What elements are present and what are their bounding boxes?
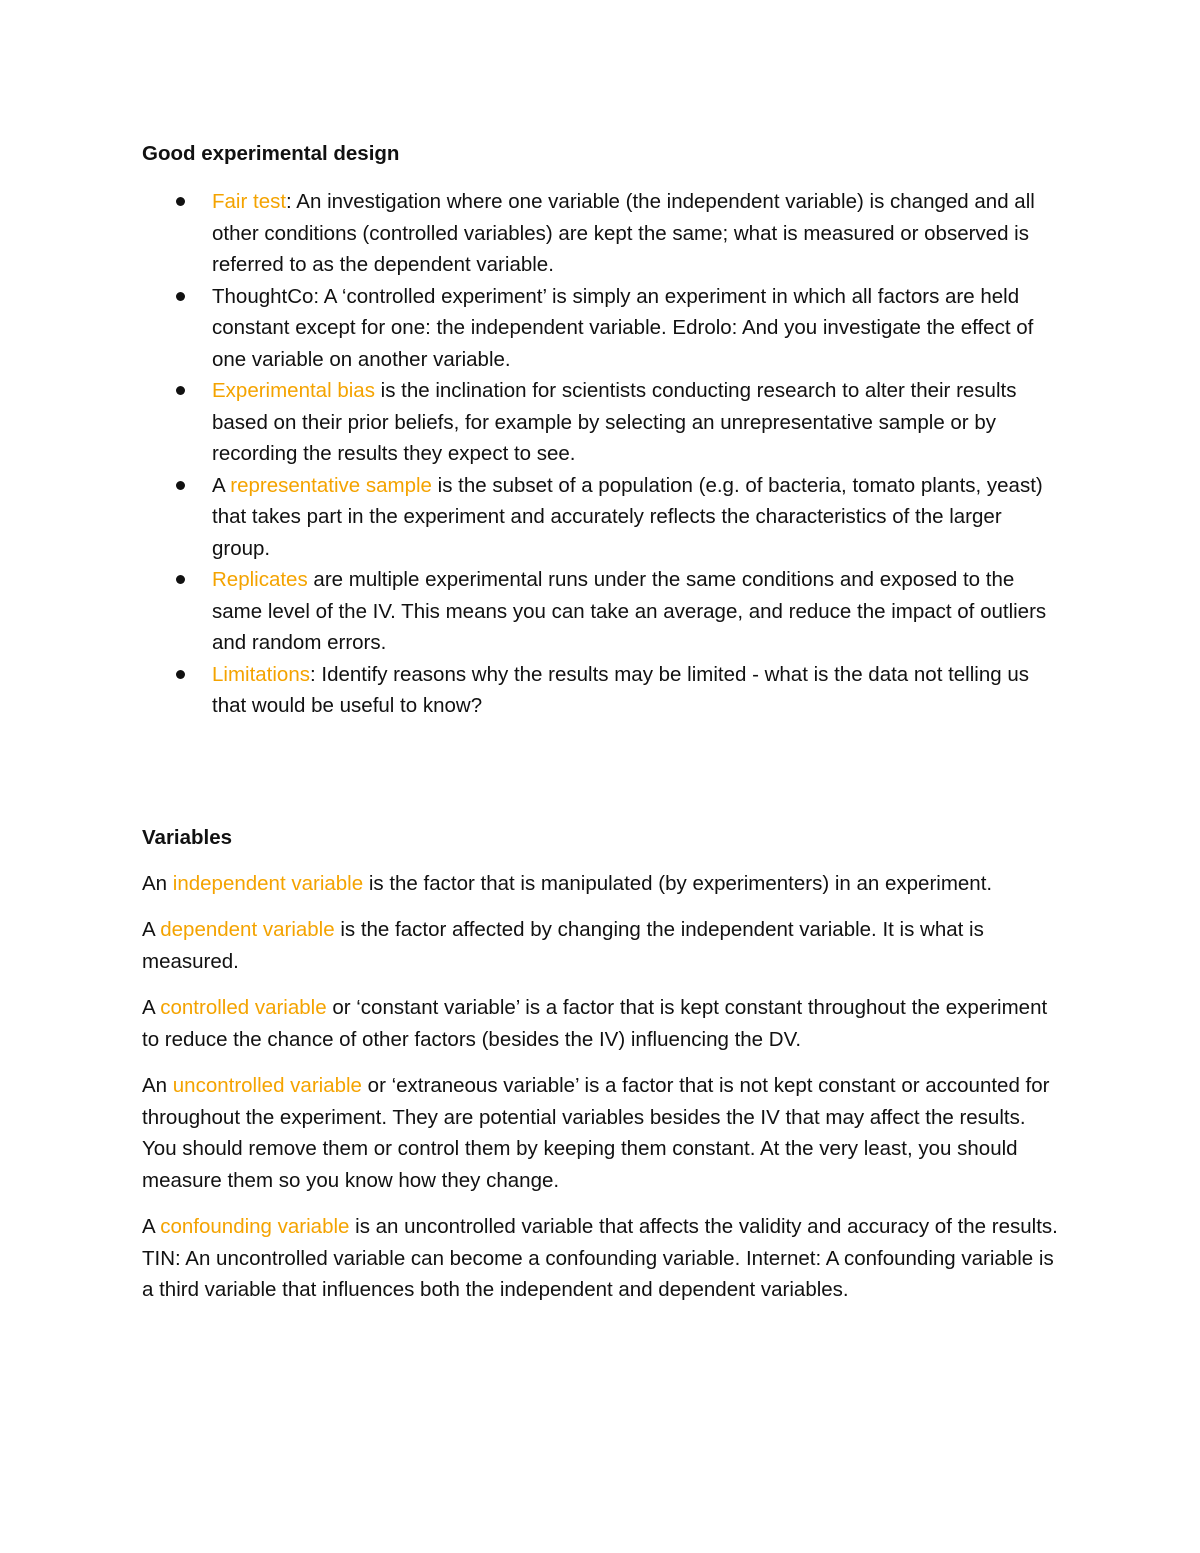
para-text-before: A	[142, 1215, 161, 1238]
bullet-dot-icon	[176, 575, 185, 584]
document-page	[142, 138, 1062, 1321]
section-title-good-experimental-design: Good experimental design	[142, 142, 400, 165]
para-text-before: A	[142, 996, 161, 1019]
section-spacer	[142, 722, 1062, 822]
bullet-dot-icon	[176, 386, 185, 395]
para-text-after: or ‘constant variable’ is a factor that is kept constant throughout the experiment to reduce the chance of other factors (besides the IV) influencing the DV.	[142, 996, 1048, 1051]
term-fair-test: Fair test	[212, 190, 287, 213]
term-uncontrolled-variable: uncontrolled variable	[172, 1074, 362, 1097]
term-confounding-variable: confounding variable	[160, 1215, 350, 1238]
design-bullet-list	[142, 186, 1062, 722]
para-text-before: An	[142, 871, 173, 895]
term-replicates: Replicates	[212, 568, 308, 591]
para-text-after: or ‘extraneous variable’ is a factor that is not kept constant or accounted for throughout the experiment. They are potential variables besides the IV that may affect the results. You should remove them or control them by keeping them constant. At the very least, you should measure them so you know how they change.	[142, 1074, 1050, 1192]
paragraph-confounding-variable	[142, 1211, 1062, 1306]
term-dependent-variable: dependent variable	[160, 918, 335, 941]
para-text-after: is an uncontrolled variable that affects the validity and accuracy of the results. TIN: An uncontrolled variable can become a confounding variable. Internet: A confounding variable is a third variable that influences both the independent and dependent variables.	[142, 1215, 1058, 1301]
bullet-item-experimental-bias	[142, 375, 1062, 470]
bullet-text-after: is the subset of a population (e.g. of bacteria, tomato plants, yeast) that takes part in the experiment and accurately reflects the characteristics of the larger group.	[212, 473, 1043, 560]
paragraph-independent-variable	[142, 868, 1062, 900]
bullet-dot-icon	[176, 481, 185, 490]
bullet-text-before: ThoughtCo: A ‘controlled experiment’ is simply an experiment in which all factors are held constant except for one: the independent variable. Edrolo: And you investigate the effect of one variable on another variable.	[212, 284, 1034, 371]
para-text-before: A	[142, 918, 161, 941]
bullet-dot-icon	[176, 670, 185, 679]
para-text-after: is the factor affected by changing the independent variable. It is what is measured.	[142, 918, 984, 973]
paragraph-controlled-variable	[142, 992, 1062, 1055]
bullet-item-fair-test	[142, 186, 1062, 281]
paragraph-uncontrolled-variable	[142, 1070, 1062, 1196]
bullet-dot-icon	[176, 292, 185, 301]
para-text-after: is the factor that is manipulated (by experimenters) in an experiment.	[363, 871, 993, 895]
para-text-before: An	[142, 1074, 173, 1097]
term-independent-variable: independent variable	[172, 871, 364, 895]
term-representative-sample: representative sample	[230, 473, 432, 497]
term-limitations: Limitations	[212, 662, 310, 686]
bullet-dot-icon	[176, 197, 185, 206]
bullet-item-controlled-experiment	[142, 281, 1062, 376]
section-title-variables: Variables	[142, 825, 233, 849]
bullet-item-limitations	[142, 659, 1062, 722]
paragraph-dependent-variable	[142, 914, 1062, 977]
bullet-text-after: : Identify reasons why the results may be limited - what is the data not telling us that would be useful to know?	[212, 662, 1029, 717]
bullet-item-representative-sample	[142, 470, 1062, 565]
bullet-text-after: : An investigation where one variable (the independent variable) is changed and all other conditions (controlled variables) are kept the same; what is measured or observed is referred to as the dependent variable.	[212, 190, 1035, 276]
term-controlled-variable: controlled variable	[160, 996, 327, 1019]
bullet-text-before: A	[212, 473, 231, 497]
bullet-text-after: are multiple experimental runs under the same conditions and exposed to the same level of the IV. This means you can take an average, and reduce the impact of outliers and random errors.	[212, 568, 1047, 654]
bullet-text-after: is the inclination for scientists conducting research to alter their results based on their prior beliefs, for example by selecting an unrepresentative sample or by recording the results they expect to see.	[212, 379, 1017, 465]
bullet-item-replicates	[142, 564, 1062, 659]
term-experimental-bias: Experimental bias	[212, 379, 375, 402]
